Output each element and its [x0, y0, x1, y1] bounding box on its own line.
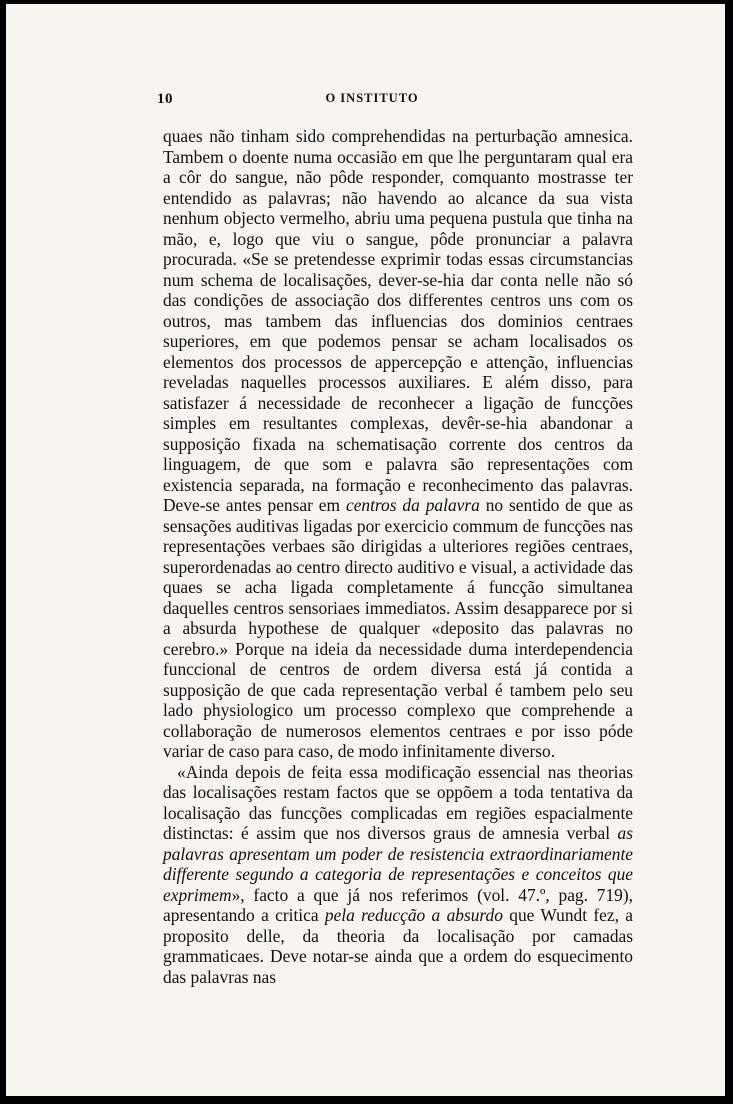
text-run: que Wundt fez, a proposito delle, da theoria da localisação por camadas grammaticaes. Deve notar-se ainda que a ordem do esquecimento das palavras nas — [163, 905, 633, 987]
running-title: O INSTITUTO — [325, 91, 419, 105]
book-page — [6, 4, 725, 1096]
paragraph — [163, 762, 633, 988]
italic-text: centros da palavra — [345, 495, 480, 515]
text-run: no sentido de que as sensações auditivas ligadas por exercicio commum de funcções nas representações verbaes são dirigidas a ulteriores regiões centraes, superordenadas ao centro directo auditivo e visual, a actividade das quaes se acha ligada completamente á funcção simultanea daquelles centros sensoriaes immediatos. Assim desapparece por si a absurda hypothese de qualquer «deposito das palavras no cerebro.» Porque na ideia da necessidade duma interdependencia funccional de centros de ordem diversa está já contida a supposição de que cada representação verbal é tambem pelo seu lado physiologico um processo complexo que comprehende a collaboração de numerosos elementos centraes e por isso póde variar de caso para caso, de modo infinitamente diverso. — [163, 495, 633, 761]
italic-text: pela reducção a absurdo — [324, 905, 503, 925]
italic-text: as palavras apresentam um poder de resistencia extraordinariamente differente segundo a categoria de representações e conceitos que exprimem — [163, 823, 633, 905]
text-run: », facto a que já nos referimos (vol. 47.º, pag. 719), apresentando a critica — [163, 884, 633, 925]
text-run: quaes não tinham sido comprehendidas na perturbação amnesica. Tambem o doente numa occasião em que lhe perguntaram qual era a côr do sangue, não pôde responder, comquanto mostrasse ter entendido as palavras; não havendo ao alcance da sua vista nenhum objecto vermelho, abriu uma pequena pustula que tinha na mão, e, logo que viu o sangue, pôde pronunciar a palavra procurada. «Se se pretendesse exprimir todas essas circumstancias num schema de localisações, dever-se-hia dar conta nelle não só das condições de associação dos differentes centros uns com os outros, mas tambem das influencias dos dominios centraes superiores, em que podemos pensar se acham localisados os elementos dos processos de appercepção e attenção, influencias reveladas naquelles processos auxiliares. E além disso, para satisfazer á necessidade de reconhecer a ligação de funcções simples em resultantes complexas, devêr-se-hia abandonar a supposição fixada na schematisação corrente dos centros da linguagem, de que som e palavra são representações com existencia separada, na formação e reconhecimento das palavras. Deve-se antes pensar em — [163, 126, 633, 515]
body-text — [163, 126, 633, 987]
paragraph — [163, 126, 633, 762]
text-run: «Ainda depois de feita essa modificação essencial nas theorias das localisações restam factos que se oppõem a toda tentativa da localisação das funcções complicadas em regiões espacialmente distinctas: é assim que nos diversos graus de amnesia verbal — [163, 761, 633, 843]
page-number: 10 — [157, 91, 173, 107]
